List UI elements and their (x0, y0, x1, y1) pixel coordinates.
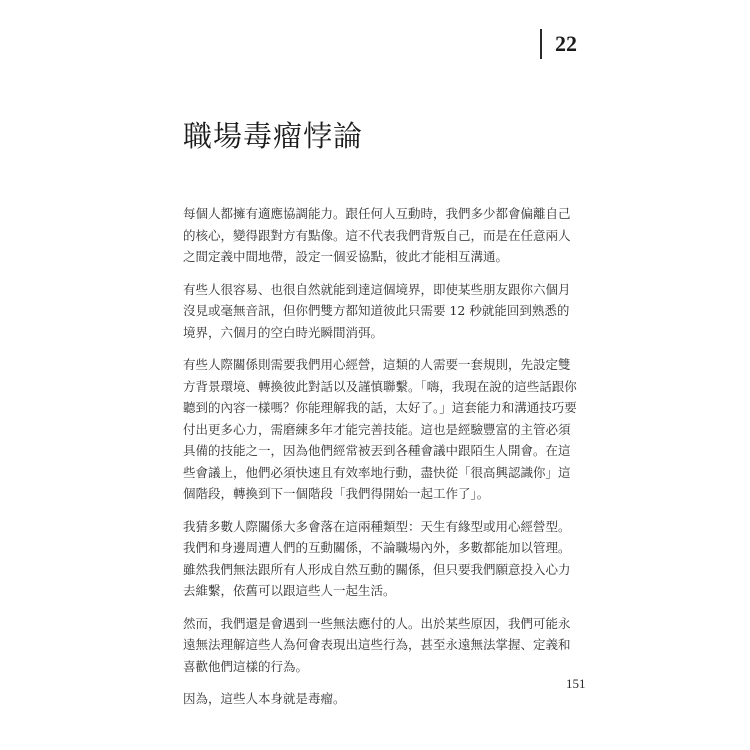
paragraph: 我猜多數人際關係大多會落在這兩種類型：天生有緣型或用心經營型。我們和身邊周遭人們的互動關係，不論職場內外，多數都能加以管理。雖然我們無法跟所有人形成自然互動的關係，但只要我們願意投入心力去維繫，依舊可以跟這些人一起生活。 (183, 518, 571, 598)
paragraph: 每個人都擁有適應協調能力。跟任何人互動時，我們多少都會偏離自己的核心，變得跟對方有點像。這不代表我們背叛自己，而是在任意兩人之間定義中間地帶，設定一個妥協點，彼此才能相互溝通。 (183, 206, 571, 264)
paragraph: 有些人際關係則需要我們用心經營，這類的人需要一套規則，先設定雙方背景環境、轉換彼此對話以及謹慎聯繫。「嗨，我現在說的這些話跟你聽到的內容一樣嗎？你能理解我的話，太好了。」這套能力和溝通技巧要付出更多心力，需磨練多年才能完善技能。這也是經驗豐富的主管必須具備的技能之一，因為他們經常被丟到各種會議中跟陌生人開會。在這些會議上，他們必須快速且有效率地行動，盡快從「很高興認識你」這個階段，轉換到下一個階段「我們得開始一起工作了」。 (183, 357, 577, 501)
paragraph: 有些人很容易、也很自然就能到達這個境界，即使某些朋友跟你六個月沒見或毫無音訊，但你們雙方都知道彼此只需要 12 秒就能回到熟悉的境界，六個月的空白時光瞬間消弭。 (183, 281, 571, 340)
chapter-number: 22 (555, 31, 577, 56)
chapter-divider (540, 29, 542, 59)
paragraph: 因為，這些人本身就是毒瘤。 (183, 691, 346, 706)
page-number: 151 (566, 676, 586, 691)
chapter-title: 職場毒瘤悖論 (183, 119, 364, 153)
body-text (183, 203, 578, 721)
paragraph: 然而，我們還是會遇到一些無法應付的人。出於某些原因，我們可能永遠無法理解這些人為何會表現出這些行為，甚至永遠無法掌握、定義和喜歡他們這樣的行為。 (183, 615, 571, 674)
